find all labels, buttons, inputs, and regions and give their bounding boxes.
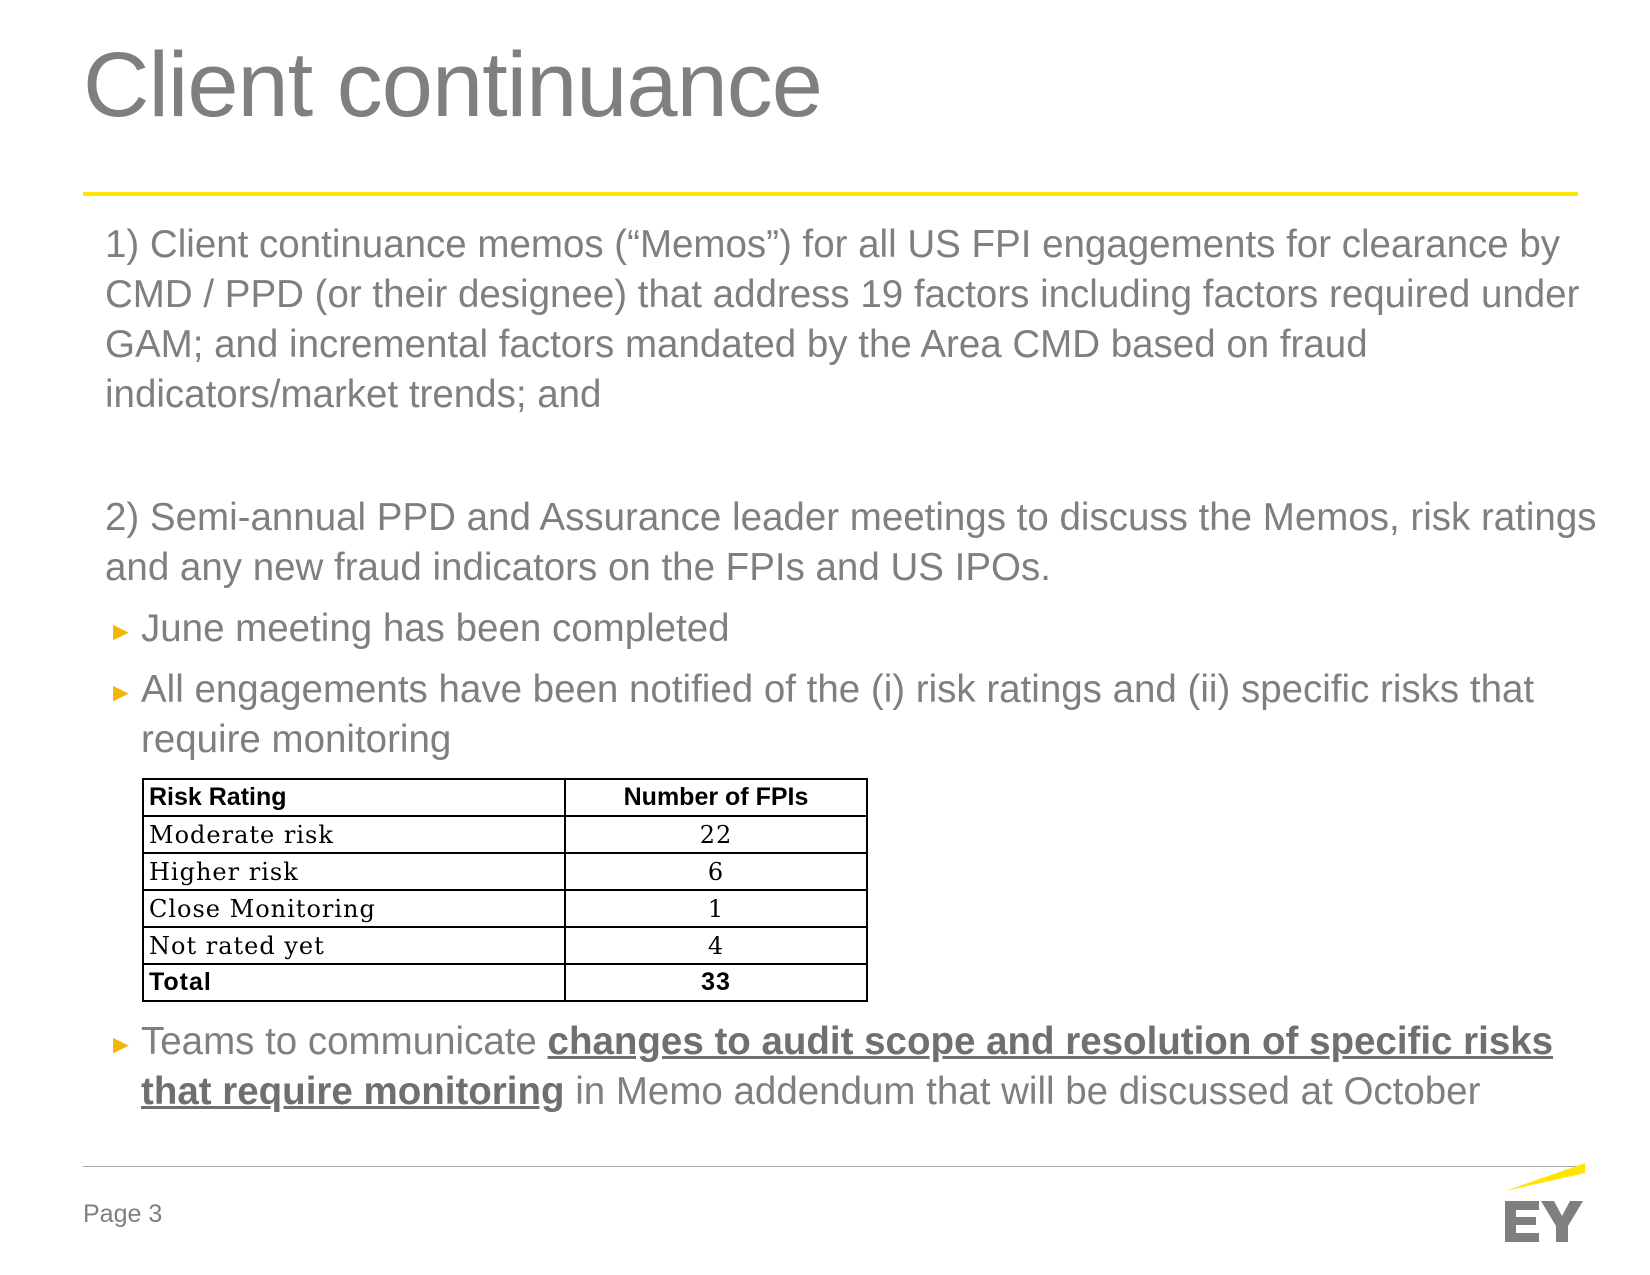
bullet-text: All engagements have been notified of the (i) risk ratings and (ii) specific risks that require monitoring	[141, 668, 1535, 761]
ey-logo-letter-e	[1505, 1201, 1539, 1242]
bullet-item	[108, 1017, 1608, 1117]
page-number: Page 3	[83, 1200, 163, 1228]
bullet-emphasis-text: changes to audit scope and resolution of specific risks that require monitoring	[141, 1020, 1554, 1113]
table-row	[143, 853, 867, 890]
bullet-text-lead: Teams to communicate	[141, 1020, 548, 1063]
bullet-item	[108, 665, 1608, 765]
footer-divider	[83, 1166, 1578, 1167]
column-header-risk-rating: Risk Rating	[143, 779, 565, 816]
table-total-row	[143, 964, 867, 1001]
table-header-row	[143, 779, 867, 816]
risk-rating-cell: Close Monitoring	[143, 890, 565, 927]
fpi-count-cell: 1	[565, 890, 867, 927]
risk-rating-cell: Not rated yet	[143, 927, 565, 964]
fpi-count-cell: 22	[565, 816, 867, 853]
total-label-cell: Total	[143, 964, 565, 1001]
fpi-count-cell: 6	[565, 853, 867, 890]
risk-rating-cell: Higher risk	[143, 853, 565, 890]
risk-rating-cell: Moderate risk	[143, 816, 565, 853]
title-divider	[83, 192, 1578, 196]
column-header-number-of-fpis: Number of FPIs	[565, 779, 867, 816]
bullet-text	[141, 1017, 1591, 1117]
bullet-text: June meeting has been completed	[141, 607, 730, 650]
bullet-arrow-icon: ►	[108, 1029, 134, 1059]
table-row	[143, 816, 867, 853]
fpi-count-cell: 4	[565, 927, 867, 964]
table-row	[143, 890, 867, 927]
risk-rating-table	[142, 778, 868, 1002]
table-row	[143, 927, 867, 964]
ey-logo-letter-y	[1541, 1201, 1583, 1242]
bullet-text-tail: in Memo addendum that will be discussed at October	[564, 1070, 1481, 1113]
paragraph-semi-annual-meetings: 2) Semi-annual PPD and Assurance leader meetings to discuss the Memos, risk ratings and any new fraud indicators on the FPIs and US IPOs.	[105, 496, 1597, 589]
bullet-arrow-icon: ►	[108, 677, 134, 707]
total-value-cell: 33	[565, 964, 867, 1001]
ey-logo	[1505, 1163, 1585, 1253]
slide-title: Client continuance	[83, 34, 822, 136]
bullet-item	[108, 604, 1608, 654]
bullet-arrow-icon: ►	[108, 616, 134, 646]
paragraph-client-continuance-memos: 1) Client continuance memos (“Memos”) for all US FPI engagements for clearance by CMD / PPD (or their designee) that address 19 factors including factors required under GAM; and incremental factors mandated by the Area CMD based on fraud indicators/market trends; and	[105, 223, 1580, 416]
